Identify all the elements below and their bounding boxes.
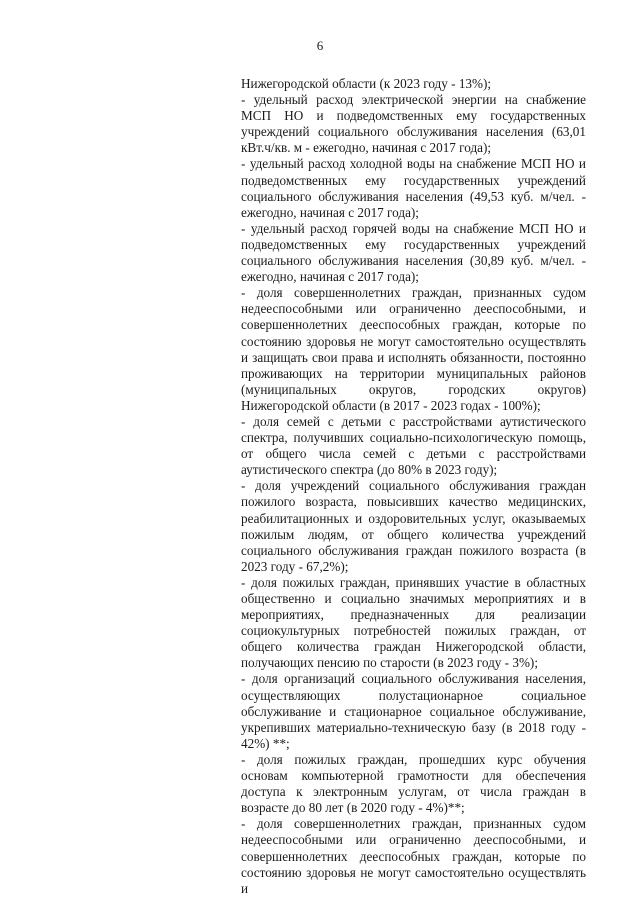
paragraph: - доля учреждений социального обслуживания граждан пожилого возраста, повысивших качество медицинских, реабилитационных и оздоровительных услуг, оказываемых пожилым людям, от общего количества учреждений социального обслуживания граждан пожилого возраста (в 2023 году - 67,2%); [241,478,586,574]
paragraph: - удельный расход горячей воды на снабжение МСП НО и подведомственных ему государственных учреждений социального обслуживания населения (30,89 куб. м/чел. - ежегодно, начиная с 2017 года); [241,220,586,285]
page-number: 6 [316,38,324,53]
paragraph: - доля пожилых граждан, прошедших курс обучения основам компьютерной грамотности для обеспечения доступа к электронным услугам, от числа граждан в возрасте до 80 лет (в 2020 году - 4%)**; [241,751,586,816]
paragraph: - доля совершеннолетних граждан, признанных судом недееспособными или ограниченно дееспособными, и совершеннолетних дееспособных граждан, которые по состоянию здоровья не могут самостоятельно осуществлять и [241,816,586,896]
paragraph: Нижегородской области (к 2023 году - 13%); [241,76,492,91]
paragraph: - удельный расход холодной воды на снабжение МСП НО и подведомственных ему государственных учреждений социального обслуживания населения (49,53 куб. м/чел. - ежегодно, начиная с 2017 года); [241,156,586,220]
paragraph: - доля организаций социального обслуживания населения, осуществляющих полустационарное социальное обслуживание и стационарное социальное обслуживание, укрепивших материально-техническую базу (в 2018 году - 42%) **; [241,671,586,751]
paragraph: - доля совершеннолетних граждан, признанных судом недееспособными или ограниченно дееспособными, и совершеннолетних дееспособных граждан, которые по состоянию здоровья не могут самостоятельно осуществлять и защищать свои права и исполнять обязанности, постоянно проживающих на территории муниципальных районов (муниципальных округов, городских округов) Нижегородской области (в 2017 - 2023 годах - 100%); [241,285,586,413]
paragraph: - удельный расход электрической энергии на снабжение МСП НО и подведомственных ему государственных учреждений социального обслуживания населения (63,01 кВт.ч/кв. м - ежегодно, начиная с 2017 года); [241,92,586,156]
paragraph: - доля пожилых граждан, принявших участие в областных общественно и социально значимых мероприятиях и в мероприятиях, предназначенных для реализации социокультурных потребностей пожилых граждан, от общего количества граждан Нижегородской области, получающих пенсию по старости (в 2023 году - 3%); [241,574,586,671]
document-body [241,76,586,897]
paragraph: - доля семей с детьми с расстройствами аутистического спектра, получивших социально-психологическую помощь, от общего числа семей с детьми с расстройствами аутистического спектра (до 80% в 2023 году); [241,413,586,478]
